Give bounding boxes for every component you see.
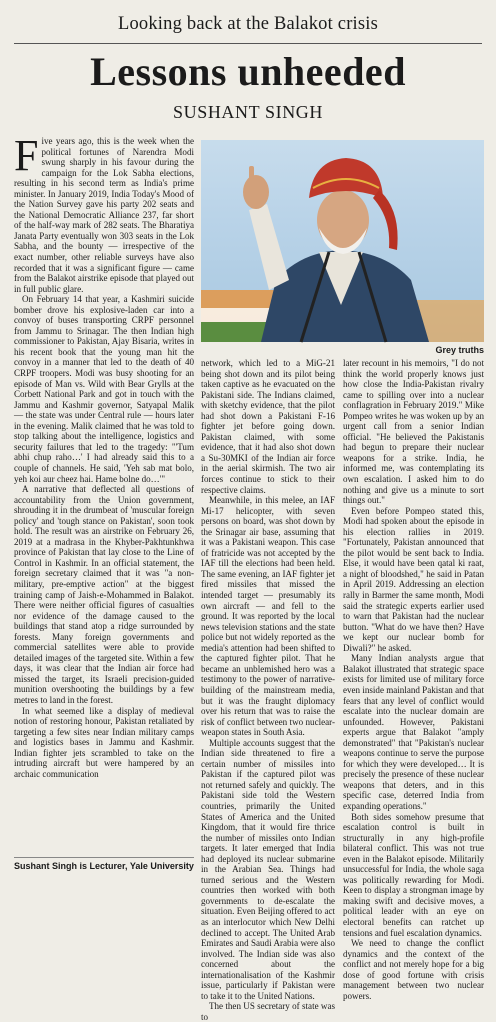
paragraph: ive years ago, this is the week when the political fortunes of Narendra Modi swung sharply in his favour during the campaign for the Lok Sabha elections, resulting in his second term as India's prime minister. In January 2019, India Today's Mood of the Nation Survey gave his party 202 seats and the National Democratic Alliance 237, far short of the half-way mark of 282 seats. The Bharatiya Janata Party eventually won 303 seats in the Lok Sabha, and the bounty — irrespective of the exact number, other reliable surveys have also recorded that it was a significant figure — came from the Balakot airstrike episode that played out in full public glare. [14, 136, 194, 294]
article-kicker: Looking back at the Balakot crisis [117, 14, 379, 34]
article-byline: SUSHANT SINGH [173, 102, 323, 122]
paragraph: The then US secretary of state was to [201, 1001, 335, 1022]
article-photo [201, 140, 484, 342]
paragraph: Even before Pompeo stated this, Modi had spoken about the episode in his election rallies in 2019. "Fortunately, Pakistan announced that the pilot would be sent back to India. Else, it would have been qatal ki raat, a night of bloodshed," he said in Patan in April 2019. Addressing an election rally in Barmer the same month, Modi said the strategic experts earlier used to warn that Pakistan had the nuclear button. "What do we have then? Have we kept our nuclear bomb for Diwali?" he asked. [343, 505, 484, 653]
paragraph: We need to change the conflict dynamics and the context of the conflict and not merely hope for a big dose of good fortune with crisis management between two nuclear powers. [343, 938, 484, 1001]
paragraph: Both sides somehow presume that escalation control is built in structurally in any high-profile bilateral conflict. This was not true even in the Balakot episode. Militarily unsuccessful for India, the whole saga was politically rewarding for Modi. Keen to display a strongman image by making swift and decisive moves, a political leader with an eye on electoral benefits can ratchet up tensions and fuel escalation dynamics. [343, 811, 484, 938]
speaker-photo-illustration [201, 140, 484, 342]
paragraph: On February 14 that year, a Kashmiri suicide bomber drove his explosive-laden car into a convoy of buses transporting CRPF personnel from Jammu to Srinagar. The then Indian high commissioner to Pakistan, Ajay Bisaria, writes in his recent book that the young man hit the convoy in a manner that led to the death of 40 CRPF troopers. Modi was busy shooting for an episode of Man vs. Wild with Bear Grylls at the Corbett National Park and got in touch with the Jammu and Kashmir governor, Satyapal Malik — the state was under Central rule — hours later in the evening. Malik claimed that he was told to stop talking about the intelligence, logistics and security failures that led to the tragedy: "'Tum abhi chup raho…' I had already said this to a couple of channels. He said, 'Yeh sab mat bolo, yeh koi aur cheez hai. Hame bolne do…'" [14, 294, 194, 484]
article-column-2 [201, 358, 335, 1022]
article-column-1 [14, 131, 194, 858]
raised-hand [243, 175, 269, 209]
photo-caption: Grey truths [435, 345, 484, 355]
paragraph: later recount in his memoirs, "I do not think the world properly knows just how close the India-Pakistan rivalry came to spilling over into a nuclear conflagration in February 2019." Mike Pompeo writes he was woken up by an urgent call from a senior Indian official. "He believed the Pakistanis had begun to prepare their nuclear weapons for a strike. India, he informed me, was contemplating its own escalation. I asked him to do nothing and give us a minute to sort things out." [343, 358, 484, 506]
paragraph: In what seemed like a display of medieval notion of restoring honour, Pakistan retaliated by targeting a few sites near Indian military camps and logistics bases in Jammu and Kashmir. Indian fighter jets scrambled to take on the intruding aircraft but were hampered by an archaic communication [14, 705, 194, 779]
article-headline: Lessons unheeded [90, 49, 406, 94]
paragraph: Many Indian analysts argue that Balakot illustrated that strategic space exists for limited use of military force even inside mainland Pakistan and that fears that any level of conflict would escalate into the nuclear domain are unfounded. However, Pakistani experts argue that Balakot "amply demonstrated" that "Pakistan's nuclear weapons continue to serve the purpose for which they were developed… It is precisely the presence of these nuclear weapons that deters, and in this specific case, deterred India from expanding operations." [343, 653, 484, 811]
author-rule [14, 857, 194, 858]
article-column-3 [343, 358, 484, 1001]
raised-finger [249, 166, 254, 184]
kicker-rule [14, 43, 482, 44]
paragraph: Meanwhile, in this melee, an IAF Mi-17 helicopter, with seven persons on board, was shot down by the Srinagar air base, assuming that it was a Pakistani weapon. This case of fratricide was not accepted by the IAF till the elections had been held. The same evening, an IAF fighter jet fired missiles that missed the intended target — presumably its own aircraft — and fell to the ground. It was reported by the local news television stations and the state police but not widely reported as the media's attention had been shifted to the captured fighter pilot. That he became an unblemished hero was a testimony to the power of narrative-building of the mainstream media, but it was the fraught diplomacy over his return that was to raise the risk of conflict between two nuclear-weapon states in South Asia. [201, 495, 335, 738]
paragraph: Multiple accounts suggest that the Indian side threatened to fire a certain number of missiles into Pakistan if the captured pilot was not returned safely and quickly. The Pakistani side told the Western countries, primarily the United States of America and the United Kingdom, that it would fire thrice the number of missiles onto Indian targets. It later emerged that India had deployed its nuclear submarine in the Arabian Sea. Things had turned serious and the Western countries then worked with both governments to de-escalate the situation. Even Beijing offered to act as an interlocutor which New Delhi declined to accept. The United Arab Emirates and Saudi Arabia were also involved. The Indian side was also concerned about the internationalisation of the Kashmir issue, particularly if Pakistan were to take it to the United Nations. [201, 737, 335, 1001]
drop-cap: F [14, 131, 39, 180]
paragraph: network, which led to a MiG-21 being shot down and its pilot being taken captive as he evacuated on the Pakistani side. The Indians claimed, with sketchy evidence, that the pilot had shot down a Pakistani F-16 fighter jet before going down. Pakistan claimed, with some evidence, that it had also shot down a Su-30MKI of the Indian air force in the aerial skirmish. The two air forces continue to stick to their respective claims. [201, 358, 335, 495]
author-note: Sushant Singh is Lecturer, Yale University [14, 861, 194, 871]
raised-arm [249, 204, 289, 290]
paragraph: A narrative that deflected all questions of accountability from the Union government, shrouding it in the drumbeat of 'muscular foreign policy' and 'tough stance on Pakistan', soon took hold. The result was an airstrike on February 26, 2019 at a madrasa in the Khyber-Pakhtunkhwa province of Pakistan that lay close to the Line of Control in Kashmir. In an official statement, the foreign secretary claimed that it was "a non-military, pre-emptive action" at the biggest training camp of Jaish-e-Mohammed in Balakot. There were neither official figures of casualties nor evidence of the damage caused to the buildings that stand atop a ridge surrounded by forests. Many foreign governments and commercial satellites were able to provide detailed images of the targeted site. Within a few days, it was clear that the Indian air force had missed the target, its Israeli precision-guided munition overshooting the buildings by a few metres to land in the forest. [14, 484, 194, 705]
turban-tail [373, 190, 398, 250]
